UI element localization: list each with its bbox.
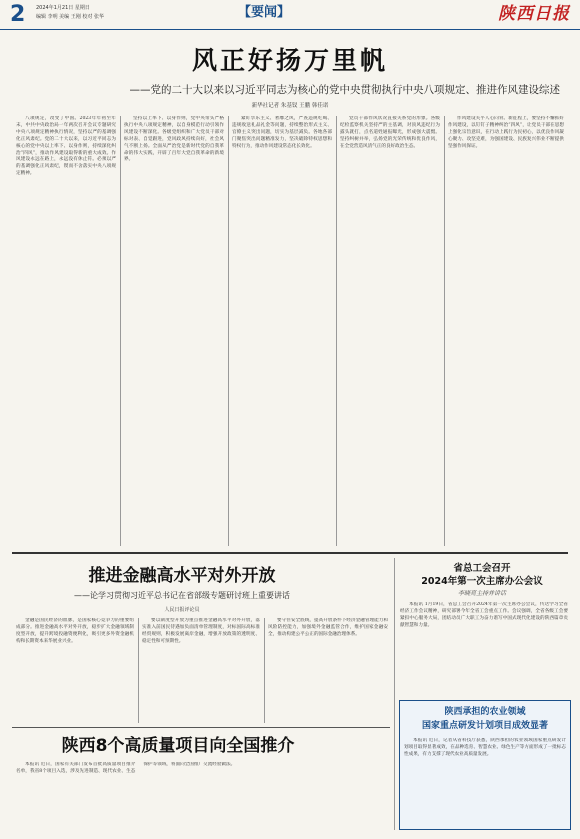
article2-column-1 xyxy=(16,618,134,723)
article2-headline: 推进金融高水平对外开放 xyxy=(88,566,276,586)
lead-column-3 xyxy=(232,116,332,546)
lead-column-5-text: 作风建设关乎人心向背。新征程上，要坚持不懈抓好作风建设，以钉钉子精神纠治“四风”，让党员干部在思想上强化宗旨意识，在行动上践行为民初心，以优良作风凝心聚力、攻坚克难，为强国建设、民族复兴伟业不断提供坚强作风保证。 xyxy=(448,116,564,149)
article5-body-text: 本报讯 近日，国家有关部门发布首批高质量项目推介名单，我省8个项目入选，涉及先进制造、现代农业、生态保护等领域，将面向全国推广交流经验做法。 xyxy=(16,762,236,774)
lead-subheadline: ——党的二十大以来以习近平同志为核心的党中央贯彻执行中央八项规定、推进作风建设综述 xyxy=(129,84,560,96)
newspaper-logo: 陕西日报 xyxy=(498,4,570,24)
column-divider xyxy=(120,116,121,546)
article5-headline: 陕西8个高质量项目向全国推介 xyxy=(61,736,295,756)
editors-line: 编辑 李明 美编 王刚 校对 张华 xyxy=(36,14,104,20)
article3-body xyxy=(400,602,568,694)
article2-byline: 人民日报评论员 xyxy=(164,607,200,613)
lead-column-2 xyxy=(124,116,224,546)
article2-subheadline: ——论学习贯彻习近平总书记在省部级专题研讨班上重要讲话 xyxy=(74,591,290,600)
lead-column-4 xyxy=(340,116,440,546)
lead-column-3-text: 紧盯享乐主义、奢靡之风，严查违规吃喝、违规收送礼品礼金等问题，持续整治形式主义、官僚主义突出问题，切实为基层减负。各地各部门聚焦突出问题精准发力，坚决破除特权思想和特权行为，推动作风建设常态化长效化。 xyxy=(232,116,332,149)
column-divider xyxy=(444,116,445,546)
lead-column-1 xyxy=(16,116,116,546)
article3-body-text: 本报讯 1月19日，省总工会召开2024年第一次主席办公会议，传达学习全省经济工作会议精神，研究部署今年全省工会重点工作。会议强调，全省各级工会要紧扣中心服务大局，团结动员广大职工为奋力谱写中国式现代化建设的陕西篇章贡献智慧和力量。 xyxy=(400,602,568,628)
column-divider xyxy=(336,116,337,546)
article5-body xyxy=(16,762,390,830)
article4-body-text: 本报讯 近日，记者从省科技厅获悉，陕西承担的农业领域国家重点研发计划项目取得显著成效，在品种选育、智慧农业、绿色生产等方面形成了一批标志性成果，有力支撑了现代农业高质量发展。 xyxy=(404,738,566,757)
issue-date: 2024年1月21日 星期日 xyxy=(36,5,90,11)
article2-column-3 xyxy=(268,618,388,723)
section-title-text: 要闻 xyxy=(251,5,278,20)
masthead xyxy=(0,0,580,30)
section-bracket-left: 【 xyxy=(238,5,252,20)
column-divider xyxy=(394,558,395,830)
section-divider xyxy=(12,552,568,554)
article3-headline-line2: 2024年第一次主席办公会议 xyxy=(421,576,543,587)
article4-body xyxy=(404,738,566,826)
article3-headline-line1: 省总工会召开 xyxy=(453,563,511,574)
section-divider xyxy=(12,727,390,728)
article2-column-2-text: 要以制度型开放为重点推进金融高水平对外开放，落实准入前国民待遇加负面清单管理制度，对标国际高标准经贸规则，积极发展离岸金融，增强开放政策的透明度、稳定性和可预期性。 xyxy=(142,618,260,644)
article2-column-3-text: 要守住安全底线，提高开放条件下经济金融管理能力和风险防控能力，加强境外金融监管合作，维护国家金融安全，推动构建公平公正的国际金融治理体系。 xyxy=(268,618,388,637)
column-divider xyxy=(228,116,229,546)
article4-headline-line1: 陕西承担的农业领域 xyxy=(444,707,526,717)
lead-byline: 新华社记者 朱基钗 王鹏 韩佳诺 xyxy=(251,103,329,109)
article3-subheadline: 李晓亮主持并讲话 xyxy=(457,590,506,597)
lead-headline: 风正好扬万里帆 xyxy=(191,46,388,75)
article2-column-1-text: 金融是国民经济的血脉，是国家核心竞争力的重要组成部分。推进金融高水平对外开放，稳步扩大金融领域制度型开放，提升跨境投融资便利化，吸引更多外资金融机构和长期资本来华展业兴业。 xyxy=(16,618,134,644)
section-bracket-right: 】 xyxy=(277,5,291,20)
column-divider xyxy=(264,618,265,723)
lead-column-2-text: 坚持以上率下、以身作则，党中央带头严格执行中央八项规定精神，以自身模范行动引领作风建设不断深化。各级党组织和广大党员干部对标对表、自觉跟进，党风政风持续向好，社会风气不断上扬。全面从严治党是新时代党的自我革命的伟大实践，开辟了百年大党自我革命的新境界。 xyxy=(124,116,224,163)
lead-column-1-text: 八项规定，改变了中国。2023年年初至年末，中共中央政治局一年两次召开会议专题研究中央八项规定精神执行情况，坚持以严的基调强化正风肃纪。党的二十大以来，以习近平同志为核心的党中央以上率下、以身作则，持续深化纠治“四风”，推动作风建设取得新的重大成效。作风建设永远在路上，永远没有休止符。必须以严的基调强化正风肃纪，锲而不舍落实中央八项规定精神。 xyxy=(16,116,116,177)
lead-column-4-text: 党员干部作风状况直接关系党的形象。各级纪检监察机关坚持严的主基调，对顶风违纪行为露头就打，点名道姓通报曝光，形成强大震慑。坚持纠树并举，弘扬党的光荣传统和优良作风，在全党营造风清气正的良好政治生态。 xyxy=(340,116,440,149)
column-divider xyxy=(138,618,139,723)
page-number: 2 xyxy=(10,2,26,27)
lead-column-5 xyxy=(448,116,564,546)
article4-headline-line2: 国家重点研发计划项目成效显著 xyxy=(421,721,548,731)
article2-column-2 xyxy=(142,618,260,723)
section-title xyxy=(238,4,290,22)
